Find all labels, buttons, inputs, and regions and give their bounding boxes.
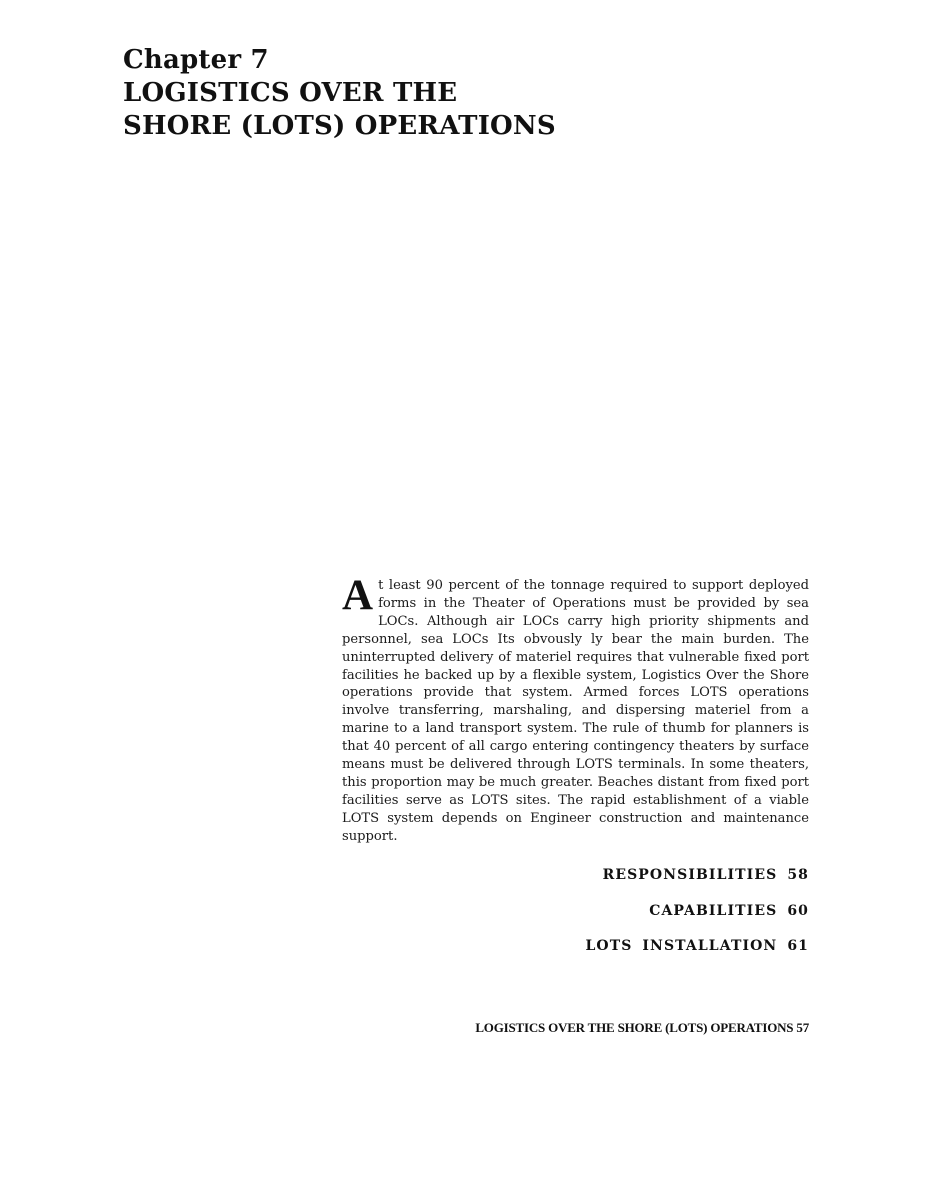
intro-text: t least 90 percent of the tonnage required to support deployed forms in the Theater of Operations must be provided by sea LOCs. Although air LOCs carry high priority shipments and personnel, sea LOCs Its obvously ly bear the main burden. The uninterrupted delivery of materiel requires that vulnerable fixed port facilities he backed up by a flexible system, Logistics Over the Shore operations provide that system. Armed forces LOTS operations involve transferring, marshaling, and dispersing materiel from a marine to a land transport system. The rule of thumb for planners is that 40 percent of all cargo entering contingency theaters by surface means must be delivered through LOTS terminals. In some theaters, this proportion may be much greater. Beaches distant from fixed port facilities serve as LOTS sites. The rapid establishment of a viable LOTS system depends on Engineer construction and maintenance support. (342, 578, 809, 844)
running-footer (475, 1020, 809, 1036)
drop-cap-letter: A (342, 572, 374, 619)
toc-entry-title: CAPABILITIES (649, 903, 778, 919)
toc-entry-page: 61 (787, 938, 809, 954)
chapter-title-line-2: SHORE (LOTS) OPERATIONS (123, 111, 556, 141)
toc-entry-page: 58 (787, 867, 809, 883)
chapter-title-line-1: LOGISTICS OVER THE (123, 78, 458, 108)
chapter-introduction (342, 572, 809, 846)
toc-entry-capabilities[interactable] (649, 903, 809, 919)
toc-entry-lots-installation[interactable] (585, 938, 809, 954)
chapter-heading (123, 44, 823, 143)
chapter-label: Chapter 7 (123, 45, 269, 75)
footer-running-title: LOGISTICS OVER THE SHORE (LOTS) OPERATIONS (475, 1020, 794, 1035)
footer-page-number: 57 (796, 1020, 809, 1035)
toc-entry-title: LOTS INSTALLATION (585, 938, 778, 954)
toc-entry-page: 60 (787, 903, 809, 919)
toc-entry-title: RESPONSIBILITIES (602, 867, 778, 883)
intro-paragraph (342, 572, 809, 846)
toc-entry-responsibilities[interactable] (603, 867, 809, 883)
